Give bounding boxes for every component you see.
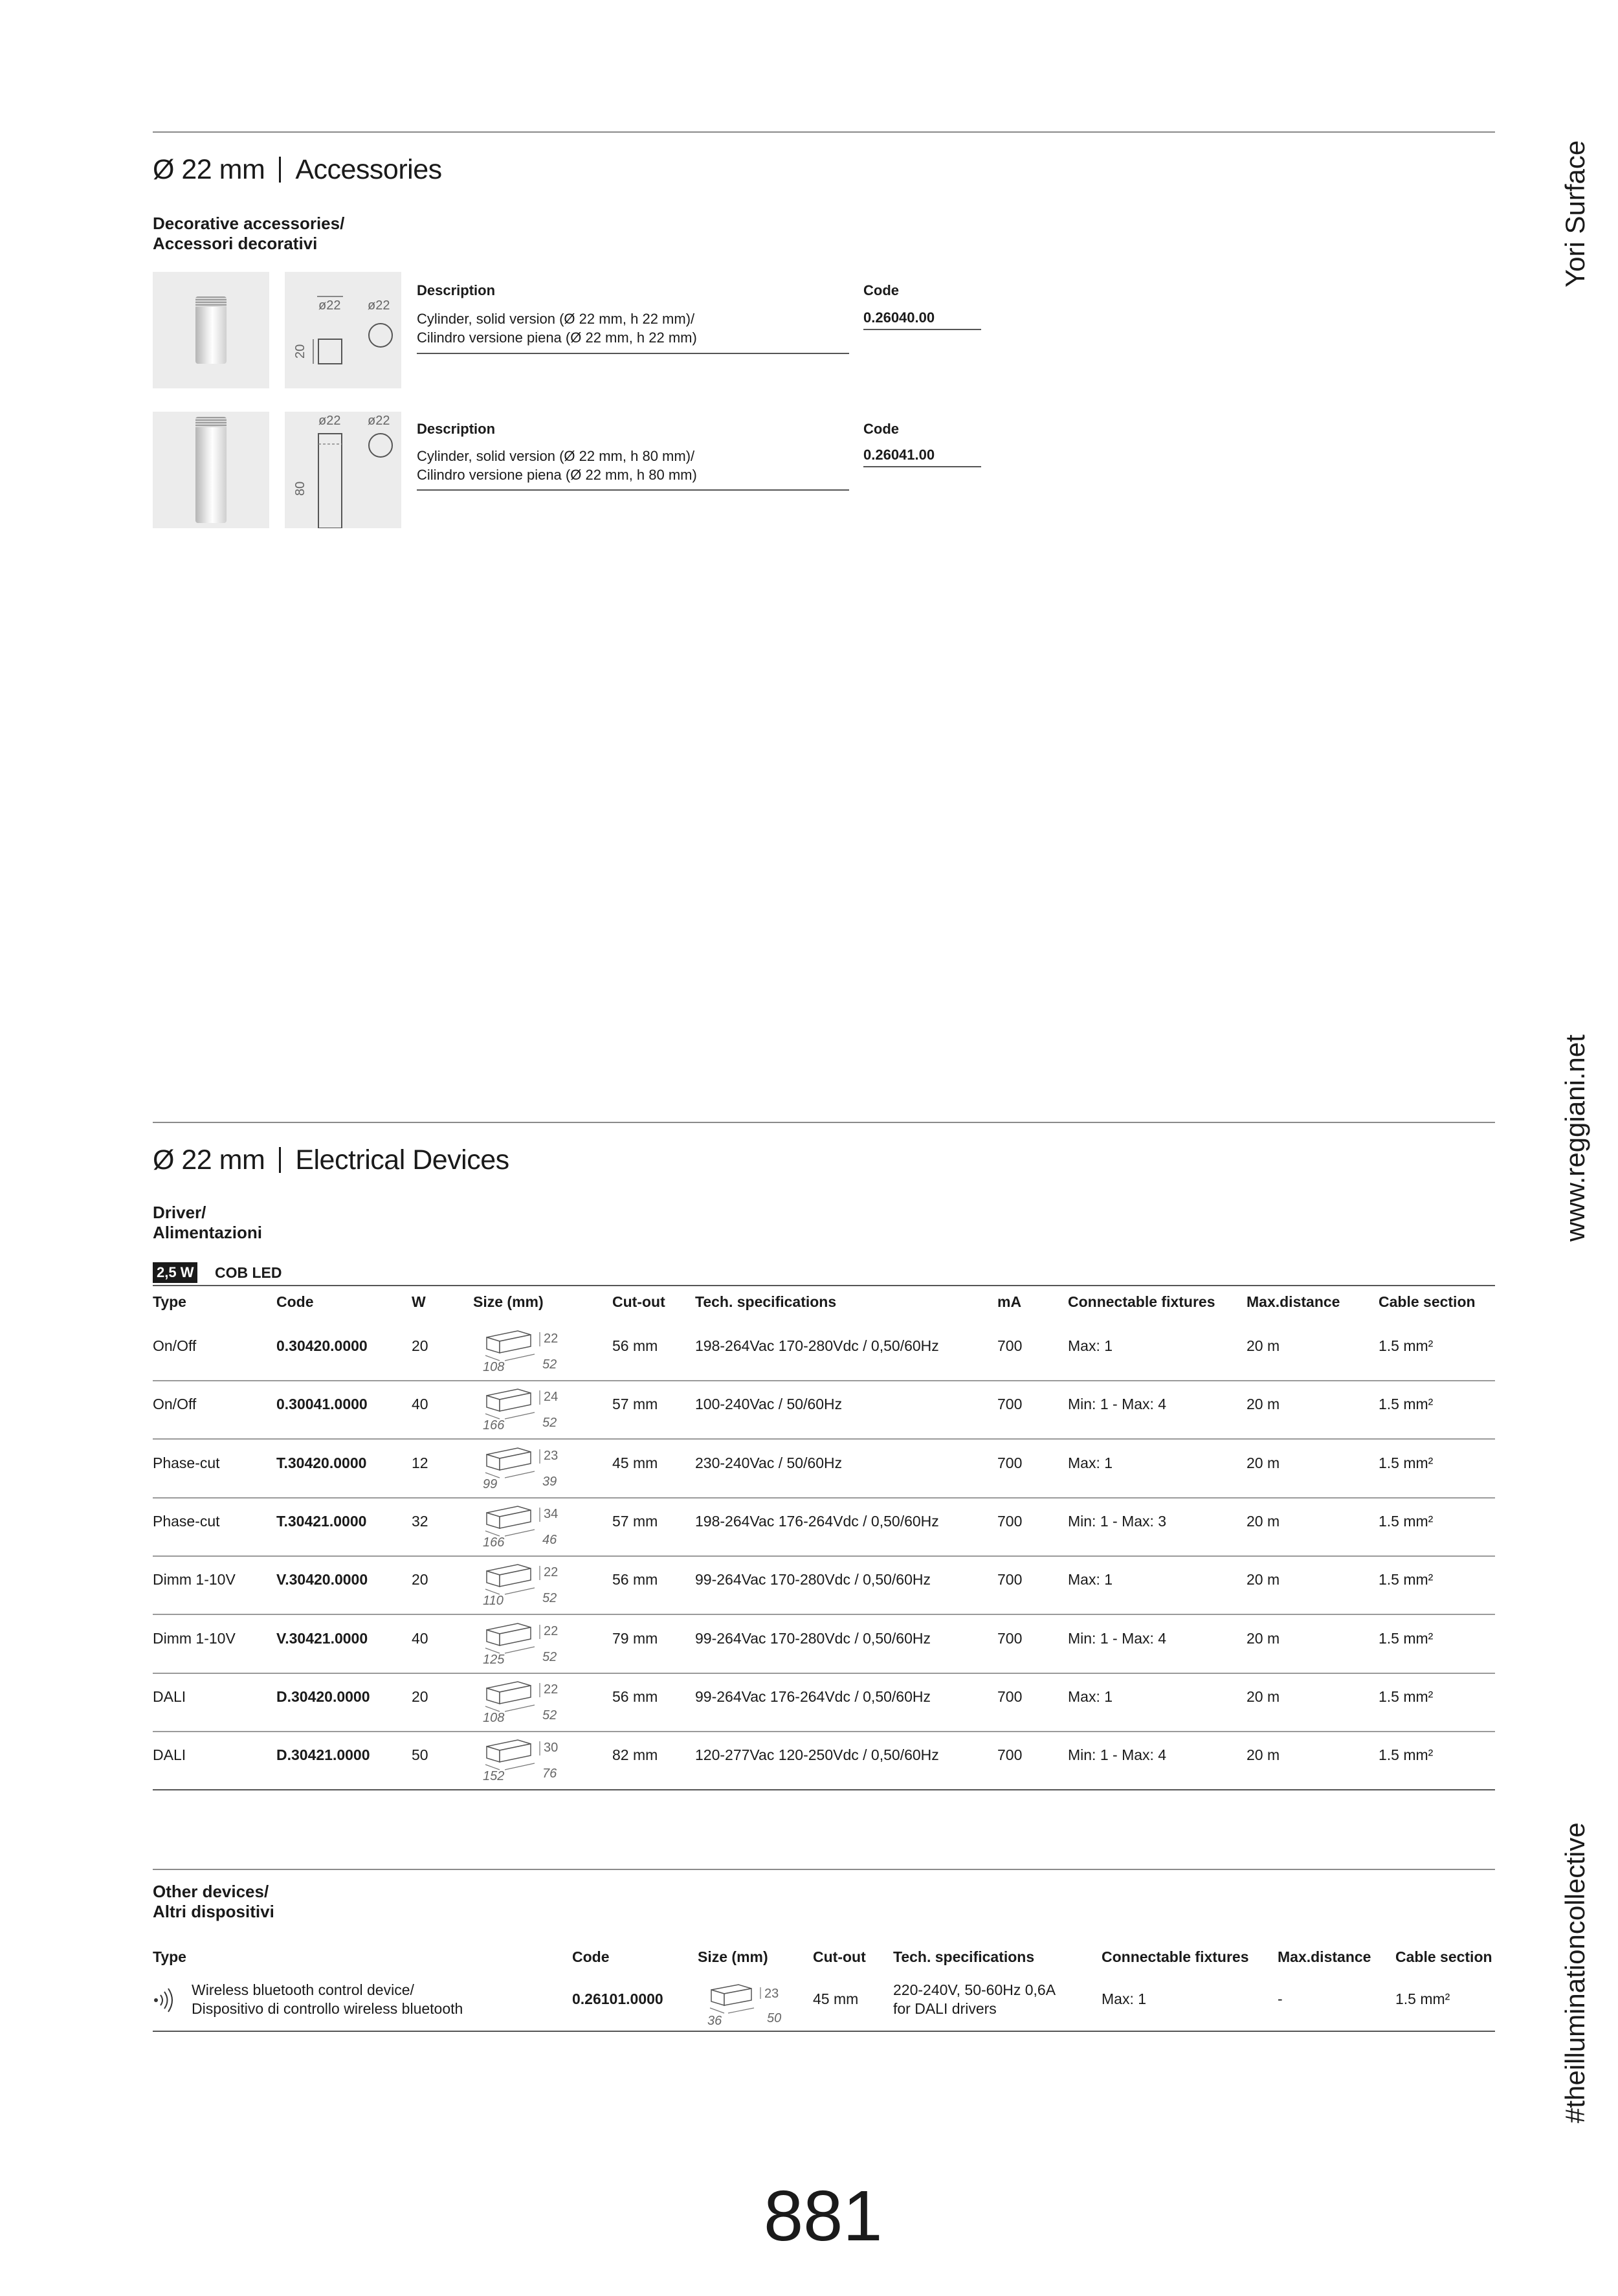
driver-size-drawing: [478, 1677, 581, 1723]
electrical-title-dim: Ø 22 mm: [153, 1144, 265, 1176]
header-cutout: Cut-out: [612, 1293, 665, 1310]
other-distance: -: [1278, 1990, 1283, 2007]
cylinder-long-image: [195, 417, 227, 523]
accessory-description-en-1: Cylinder, solid version (Ø 22 mm, h 22 mm)/: [417, 311, 695, 327]
header-fixtures: Connectable fixtures: [1068, 1293, 1215, 1310]
other-header-tech: Tech. specifications: [893, 1948, 1035, 1965]
accessory-dimension-drawing-2: [285, 412, 401, 528]
accessory-drawing-2: [285, 412, 401, 528]
driver-cell-fixtures: Max: 1: [1068, 1337, 1113, 1354]
other-header-fixtures: Connectable fixtures: [1102, 1948, 1249, 1965]
accessory-description-label-2: Description: [417, 421, 496, 437]
other-type-it: Dispositivo di controllo wireless bluetooth: [192, 2000, 463, 2017]
driver-cell-code: D.30420.0000: [276, 1688, 370, 1705]
driver-cell-distance: 20 m: [1247, 1512, 1280, 1530]
dimension-line: [505, 1354, 535, 1361]
cylinder-rim: [195, 296, 227, 307]
driver-cell-tech: 99-264Vac 176-264Vdc / 0,50/60Hz: [695, 1688, 931, 1705]
dim-diameter-1b: ø22: [368, 298, 390, 313]
dimension-line: [505, 1471, 535, 1478]
driver-size-w: 52: [542, 1591, 557, 1606]
driver-table-top-rule: [153, 1285, 1495, 1286]
driver-subheading-en: Driver/: [153, 1203, 206, 1222]
driver-cell-cable: 1.5 mm²: [1379, 1454, 1434, 1471]
driver-cell-distance: 20 m: [1247, 1746, 1280, 1764]
driver-cell-cutout: 57 mm: [612, 1396, 658, 1413]
accessory-photo-1: [153, 272, 269, 388]
driver-cell-distance: 20 m: [1247, 1396, 1280, 1413]
side-label-hashtag: #theilluminationcollective: [1560, 1822, 1590, 2123]
dimension-line: [505, 1647, 535, 1653]
accessory-description-2: [417, 447, 697, 484]
driver-cell-distance: 20 m: [1247, 1454, 1280, 1471]
driver-cell-cable: 1.5 mm²: [1379, 1629, 1434, 1647]
driver-cell-distance: 20 m: [1247, 1571, 1280, 1588]
header-ma: mA: [997, 1293, 1022, 1310]
dim-diameter-2b: ø22: [368, 414, 390, 428]
driver-row-divider: [153, 1614, 1495, 1615]
driver-cell-code: 0.30041.0000: [276, 1396, 368, 1413]
driver-cell-type: On/Off: [153, 1396, 197, 1413]
accessory-description-line-1: [417, 353, 849, 354]
driver-size-w: 76: [542, 1767, 557, 1781]
driver-size-w: 52: [542, 1357, 557, 1372]
driver-size-h: 34: [544, 1506, 559, 1521]
other-header-type: Type: [153, 1948, 186, 1965]
driver-size-w: 39: [542, 1474, 557, 1489]
accessories-subheading: [153, 214, 344, 254]
driver-row-divider: [153, 1380, 1495, 1381]
driver-cell-tech: 120-277Vac 120-250Vdc / 0,50/60Hz: [695, 1746, 939, 1764]
driver-cell-cutout: 79 mm: [612, 1629, 658, 1647]
driver-size-l: 166: [483, 1418, 505, 1431]
driver-cell-tech: 100-240Vac / 50/60Hz: [695, 1396, 843, 1413]
driver-size-l: 152: [483, 1769, 505, 1782]
accessory-code-line-2: [863, 466, 981, 467]
accessory-description-it-2: Cilindro versione piena (Ø 22 mm, h 80 mm): [417, 467, 697, 483]
other-size-l: 36: [707, 2014, 722, 2025]
driver-cell-ma: 700: [997, 1629, 1023, 1647]
accessory-code-line-1: [863, 329, 981, 330]
driver-size-h: 22: [544, 1623, 559, 1638]
other-tech: [893, 1981, 1056, 2018]
driver-row-divider: [153, 1497, 1495, 1499]
driver-cell-tech: 198-264Vac 176-264Vdc / 0,50/60Hz: [695, 1512, 939, 1530]
header-size: Size (mm): [473, 1293, 544, 1310]
driver-cell-type: Dimm 1-10V: [153, 1629, 236, 1647]
accessory-description-en-2: Cylinder, solid version (Ø 22 mm, h 80 mm)/: [417, 448, 695, 464]
other-type-en: Wireless bluetooth control device/: [192, 1981, 414, 1998]
driver-size-l: 110: [483, 1594, 504, 1607]
driver-cell-w: 50: [412, 1746, 428, 1764]
driver-cell-code: D.30421.0000: [276, 1746, 370, 1764]
driver-cell-w: 40: [412, 1629, 428, 1647]
electrical-title-name: Electrical Devices: [295, 1144, 509, 1176]
accessories-title: [153, 154, 442, 186]
driver-size-drawing: [478, 1618, 581, 1665]
dimension-line: [505, 1530, 535, 1536]
driver-cell-cutout: 56 mm: [612, 1571, 658, 1588]
driver-cell-ma: 700: [997, 1454, 1023, 1471]
driver-cell-fixtures: Min: 1 - Max: 4: [1068, 1629, 1167, 1647]
driver-size-l: 108: [483, 1710, 505, 1723]
accessory-code-label-1: Code: [863, 282, 899, 298]
other-cable: 1.5 mm²: [1395, 1990, 1450, 2007]
driver-size-drawing: [478, 1326, 581, 1372]
driver-size-w: 52: [542, 1649, 557, 1664]
cylinder-rim: [195, 417, 227, 427]
driver-size-h: 22: [544, 1565, 559, 1580]
driver-size-drawing: [478, 1384, 581, 1431]
driver-cell-cutout: 82 mm: [612, 1746, 658, 1764]
driver-cell-w: 20: [412, 1337, 428, 1354]
driver-cell-fixtures: Min: 1 - Max: 3: [1068, 1512, 1167, 1530]
driver-cell-distance: 20 m: [1247, 1337, 1280, 1354]
driver-cell-cutout: 45 mm: [612, 1454, 658, 1471]
dimension-line: [505, 1763, 535, 1770]
driver-cell-cutout: 56 mm: [612, 1688, 658, 1705]
driver-subheading-it: Alimentazioni: [153, 1223, 263, 1242]
driver-size-h: 22: [544, 1682, 559, 1697]
driver-size-h: 23: [544, 1448, 559, 1463]
other-cutout: 45 mm: [813, 1990, 859, 2007]
driver-cell-code: 0.30420.0000: [276, 1337, 368, 1354]
led-type-label: COB LED: [215, 1264, 282, 1281]
driver-size-drawing: [478, 1735, 581, 1781]
other-header-code: Code: [572, 1948, 610, 1965]
driver-cell-type: Phase-cut: [153, 1454, 220, 1471]
driver-size-l: 108: [483, 1360, 505, 1372]
other-devices-bottom-rule: [153, 2031, 1495, 2032]
driver-cell-fixtures: Min: 1 - Max: 4: [1068, 1746, 1167, 1764]
driver-cell-type: On/Off: [153, 1337, 197, 1354]
driver-cell-w: 40: [412, 1396, 428, 1413]
driver-cell-type: Dimm 1-10V: [153, 1571, 236, 1588]
driver-cell-cutout: 57 mm: [612, 1512, 658, 1530]
driver-cell-code: T.30421.0000: [276, 1512, 367, 1530]
driver-size-h: 24: [544, 1390, 559, 1405]
title-separator: [279, 1147, 281, 1173]
driver-cell-type: DALI: [153, 1746, 186, 1764]
driver-cell-cable: 1.5 mm²: [1379, 1337, 1434, 1354]
driver-cell-ma: 700: [997, 1512, 1023, 1530]
accessories-title-dim: Ø 22 mm: [153, 154, 265, 185]
accessory-drawing-1: [285, 272, 401, 388]
other-devices-subheading-en: Other devices/: [153, 1882, 269, 1901]
other-devices-subheading: [153, 1882, 274, 1922]
header-tech: Tech. specifications: [695, 1293, 837, 1310]
driver-cell-cable: 1.5 mm²: [1379, 1571, 1434, 1588]
driver-cell-tech: 99-264Vac 170-280Vdc / 0,50/60Hz: [695, 1571, 931, 1588]
accessories-subheading-it: Accessori decorativi: [153, 234, 318, 253]
driver-cell-tech: 198-264Vac 170-280Vdc / 0,50/60Hz: [695, 1337, 939, 1354]
driver-cell-w: 12: [412, 1454, 428, 1471]
driver-cell-cutout: 56 mm: [612, 1337, 658, 1354]
accessory-description-1: [417, 309, 697, 347]
other-devices-top-rule: [153, 1869, 1495, 1870]
driver-size-l: 99: [483, 1477, 498, 1489]
accessories-title-name: Accessories: [295, 154, 442, 185]
accessory-code-label-2: Code: [863, 421, 899, 437]
dim-diameter-2: ø22: [318, 414, 341, 428]
header-code: Code: [276, 1293, 314, 1310]
dim-height-1: 20: [293, 344, 307, 359]
driver-row-divider: [153, 1731, 1495, 1732]
driver-cell-cable: 1.5 mm²: [1379, 1688, 1434, 1705]
driver-cell-code: T.30420.0000: [276, 1454, 367, 1471]
driver-size-l: 125: [483, 1652, 505, 1665]
other-size-w: 50: [767, 2011, 782, 2025]
driver-size-drawing: [478, 1501, 581, 1548]
driver-cell-ma: 700: [997, 1571, 1023, 1588]
electrical-top-rule: [153, 1122, 1495, 1123]
other-tech-1: 220-240V, 50-60Hz 0,6A: [893, 1981, 1056, 1998]
header-distance: Max.distance: [1247, 1293, 1340, 1310]
driver-size-l: 166: [483, 1535, 505, 1548]
driver-cell-ma: 700: [997, 1396, 1023, 1413]
header-cable: Cable section: [1379, 1293, 1476, 1310]
other-header-size: Size (mm): [698, 1948, 768, 1965]
driver-cell-tech: 230-240Vac / 50/60Hz: [695, 1454, 843, 1471]
header-w: W: [412, 1293, 426, 1310]
accessory-code-1: 0.26040.00: [863, 309, 935, 326]
driver-cell-cable: 1.5 mm²: [1379, 1746, 1434, 1764]
other-code: 0.26101.0000: [572, 1990, 663, 2007]
driver-cell-distance: 20 m: [1247, 1629, 1280, 1647]
title-separator: [279, 157, 281, 183]
other-header-cable: Cable section: [1395, 1948, 1492, 1965]
driver-size-w: 46: [542, 1532, 557, 1547]
driver-cell-fixtures: Max: 1: [1068, 1571, 1113, 1588]
electrical-title: [153, 1144, 509, 1176]
driver-size-drawing: [478, 1559, 581, 1606]
accessories-top-rule: [153, 131, 1495, 133]
driver-size-h: 22: [544, 1332, 559, 1346]
power-badge: 2,5 W: [153, 1262, 197, 1283]
accessory-description-line-2: [417, 489, 849, 491]
wireless-bluetooth-icon: [151, 1987, 177, 2013]
driver-cell-type: Phase-cut: [153, 1512, 220, 1530]
driver-cell-w: 20: [412, 1571, 428, 1588]
side-label-product: Yori Surface: [1560, 140, 1590, 287]
driver-row-divider: [153, 1555, 1495, 1557]
driver-size-h: 30: [544, 1741, 559, 1755]
other-header-cutout: Cut-out: [813, 1948, 866, 1965]
other-tech-2: for DALI drivers: [893, 2000, 997, 2017]
driver-cell-ma: 700: [997, 1337, 1023, 1354]
driver-cell-ma: 700: [997, 1688, 1023, 1705]
accessory-code-2: 0.26041.00: [863, 447, 935, 463]
accessories-subheading-en: Decorative accessories/: [153, 214, 345, 233]
dim-diameter-1: ø22: [318, 298, 341, 313]
driver-cell-ma: 700: [997, 1746, 1023, 1764]
driver-cell-w: 32: [412, 1512, 428, 1530]
driver-size-w: 52: [542, 1416, 557, 1431]
driver-subheading: [153, 1203, 262, 1243]
driver-cell-code: V.30421.0000: [276, 1629, 368, 1647]
dimension-line: [505, 1588, 535, 1594]
accessory-description-label-1: Description: [417, 282, 496, 298]
driver-cell-type: DALI: [153, 1688, 186, 1705]
driver-cell-cable: 1.5 mm²: [1379, 1396, 1434, 1413]
driver-cell-code: V.30420.0000: [276, 1571, 368, 1588]
accessory-dimension-drawing-1: [285, 272, 401, 388]
header-type: Type: [153, 1293, 186, 1310]
other-header-distance: Max.distance: [1278, 1948, 1371, 1965]
driver-row-divider: [153, 1673, 1495, 1674]
driver-size-drawing: [478, 1443, 581, 1489]
driver-cell-tech: 99-264Vac 170-280Vdc / 0,50/60Hz: [695, 1629, 931, 1647]
other-devices-subheading-it: Altri dispositivi: [153, 1902, 274, 1921]
other-fixtures: Max: 1: [1102, 1990, 1147, 2007]
driver-cell-w: 20: [412, 1688, 428, 1705]
accessory-photo-2: [153, 412, 269, 528]
dimension-line: [505, 1705, 535, 1711]
side-label-website: www.reggiani.net: [1560, 1034, 1590, 1242]
driver-cell-fixtures: Max: 1: [1068, 1454, 1113, 1471]
other-type: [192, 1981, 463, 2018]
driver-row-divider: [153, 1789, 1495, 1790]
driver-size-w: 52: [542, 1708, 557, 1722]
driver-cell-cable: 1.5 mm²: [1379, 1512, 1434, 1530]
page-number: 881: [764, 2176, 883, 2256]
other-size-h: 23: [764, 1987, 779, 2001]
driver-cell-distance: 20 m: [1247, 1688, 1280, 1705]
driver-row-divider: [153, 1438, 1495, 1440]
accessory-description-it-1: Cilindro versione piena (Ø 22 mm, h 22 mm): [417, 329, 697, 346]
driver-cell-fixtures: Max: 1: [1068, 1688, 1113, 1705]
other-size-drawing: [702, 1979, 799, 2025]
dimension-line: [505, 1412, 535, 1419]
driver-cell-fixtures: Min: 1 - Max: 4: [1068, 1396, 1167, 1413]
dim-height-2: 80: [293, 481, 307, 496]
